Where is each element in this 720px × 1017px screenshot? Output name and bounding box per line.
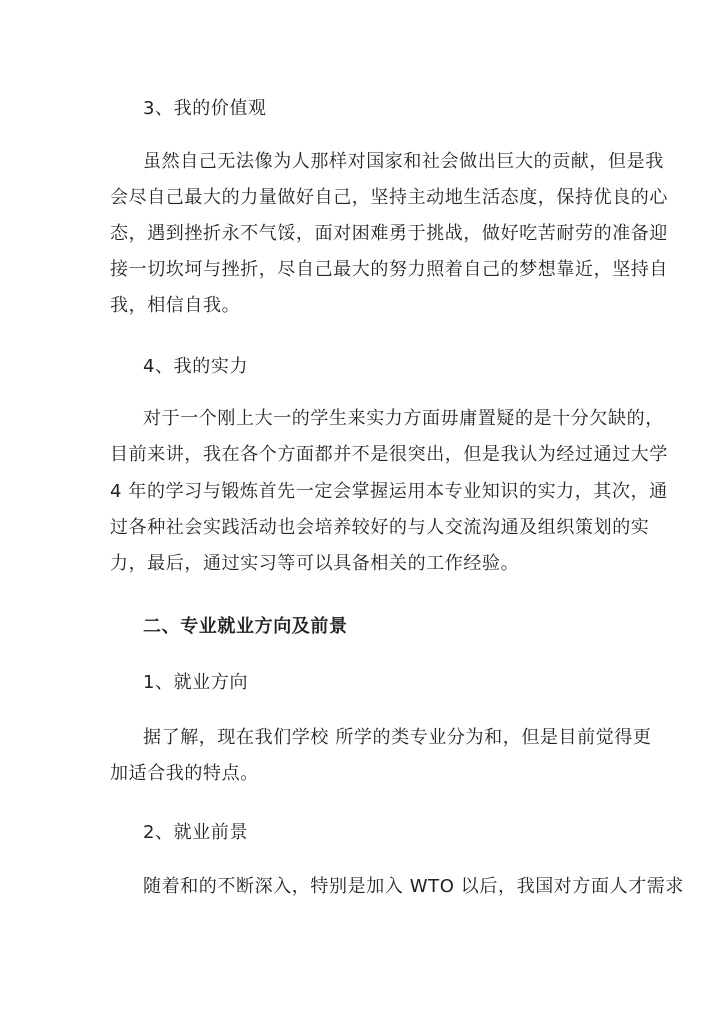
section-heading-direction: 1、就业方向 [143,672,249,693]
section-heading-ability: 4、我的实力 [143,356,249,377]
section-heading-prospects: 2、就业前景 [143,822,249,843]
section-heading-values: 3、我的价值观 [143,98,267,119]
paragraph-line: 据了解，现在我们学校 所学的类专业分为和，但是目前觉得更 [143,727,652,748]
paragraph-line: 我，相信自我。 [110,295,241,316]
paragraph-line: 接一切坎坷与挫折，尽自己最大的努力照着自己的梦想靠近，坚持自 [110,259,668,280]
paragraph-line: 态，遇到挫折永不气馁，面对困难勇于挑战，做好吃苦耐劳的准备迎 [110,223,668,244]
paragraph-line: 会尽自己最大的力量做好自己，坚持主动地生活态度，保持优良的心 [110,187,668,208]
paragraph-line: 对于一个刚上大一的学生来实力方面毋庸置疑的是十分欠缺的， [143,408,664,429]
paragraph-line: 目前来讲，我在各个方面都并不是很突出，但是我认为经过通过大学 [110,444,668,465]
paragraph-line: 随着和的不断深入，特别是加入 WTO 以后，我国对方面人才需求 [143,876,685,897]
paragraph-line: 加适合我的特点。 [110,763,259,784]
paragraph-line: 4 年的学习与锻炼首先一定会掌握运用本专业知识的实力，其次，通 [110,481,668,502]
paragraph-line: 力，最后，通过实习等可以具备相关的工作经验。 [110,553,520,574]
paragraph-line: 过各种社会实践活动也会培养较好的与人交流沟通及组织策划的实 [110,517,650,538]
chapter-heading-career: 二、专业就业方向及前景 [143,616,348,637]
paragraph-line: 虽然自己无法像为人那样对国家和社会做出巨大的贡献，但是我 [143,151,664,172]
